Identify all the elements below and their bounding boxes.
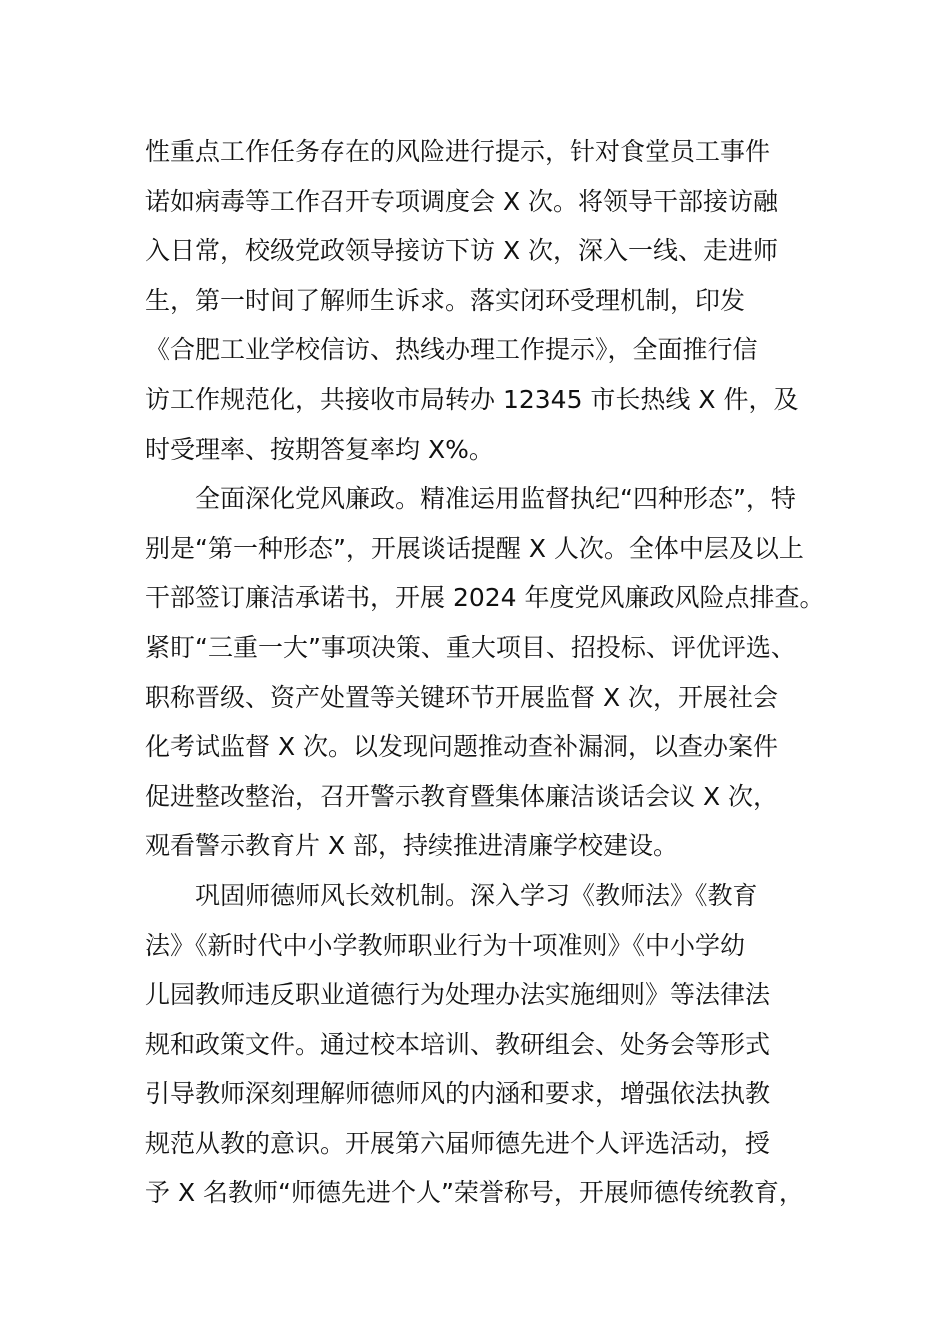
- text-line: 促进整改整治，召开警示教育暨集体廉洁谈话会议 X 次，: [145, 781, 779, 811]
- text-line: 观看警示教育片 X 部，持续推进清廉学校建设。: [145, 831, 679, 861]
- text-line: 规范从教的意识。开展第六届师德先进个人评选活动，授: [145, 1128, 771, 1158]
- text-line: 入日常，校级党政领导接访下访 X 次，深入一线、走进师: [145, 236, 779, 266]
- text-line: 引导教师深刻理解师德师风的内涵和要求，增强依法执教: [145, 1079, 771, 1109]
- text-line: 化考试监督 X 次。以发现问题推动查补漏洞，以查办案件: [145, 732, 779, 762]
- text-line: 时受理率、按期答复率均 X%。: [145, 434, 494, 464]
- text-line: 生，第一时间了解师生诉求。落实闭环受理机制，印发: [145, 285, 746, 315]
- text-line: 《合肥工业学校信访、热线办理工作提示》，全面推行信: [145, 335, 758, 365]
- text-line: 法》《新时代中小学教师职业行为十项准则》《中小学幼: [145, 930, 746, 960]
- text-line: 性重点工作任务存在的风险进行提示，针对食堂员工事件: [145, 137, 771, 166]
- text-line: 紧盯“三重一大”事项决策、重大项目、招投标、评优评选、: [145, 632, 796, 662]
- text-line: 干部签订廉洁承诺书，开展 2024 年度党风廉政风险点排查。: [145, 583, 825, 613]
- text-line: 访工作规范化，共接收市局转办 12345 市长热线 X 件，及: [145, 384, 799, 414]
- paragraph-start-line: 巩固师德师风长效机制。深入学习《教师法》《教育: [195, 880, 758, 910]
- text-line: 诺如病毒等工作召开专项调度会 X 次。将领导干部接访融: [145, 186, 779, 216]
- document-body: [145, 127, 845, 1218]
- text-line: 规和政策文件。通过校本培训、教研组会、处务会等形式: [145, 1029, 771, 1059]
- text-line: 别是“第一种形态”，开展谈话提醒 X 人次。全体中层及以上: [145, 533, 804, 563]
- text-line: 职称晋级、资产处置等关键环节开展监督 X 次，开展社会: [145, 682, 779, 712]
- text-line: 予 X 名教师“师德先进个人”荣誉称号，开展师德传统教育，: [145, 1178, 804, 1208]
- text-line: 儿园教师违反职业道德行为处理办法实施细则》等法律法: [145, 980, 771, 1010]
- paragraph-start-line: 全面深化党风廉政。精准运用监督执纪“四种形态”，特: [195, 484, 796, 514]
